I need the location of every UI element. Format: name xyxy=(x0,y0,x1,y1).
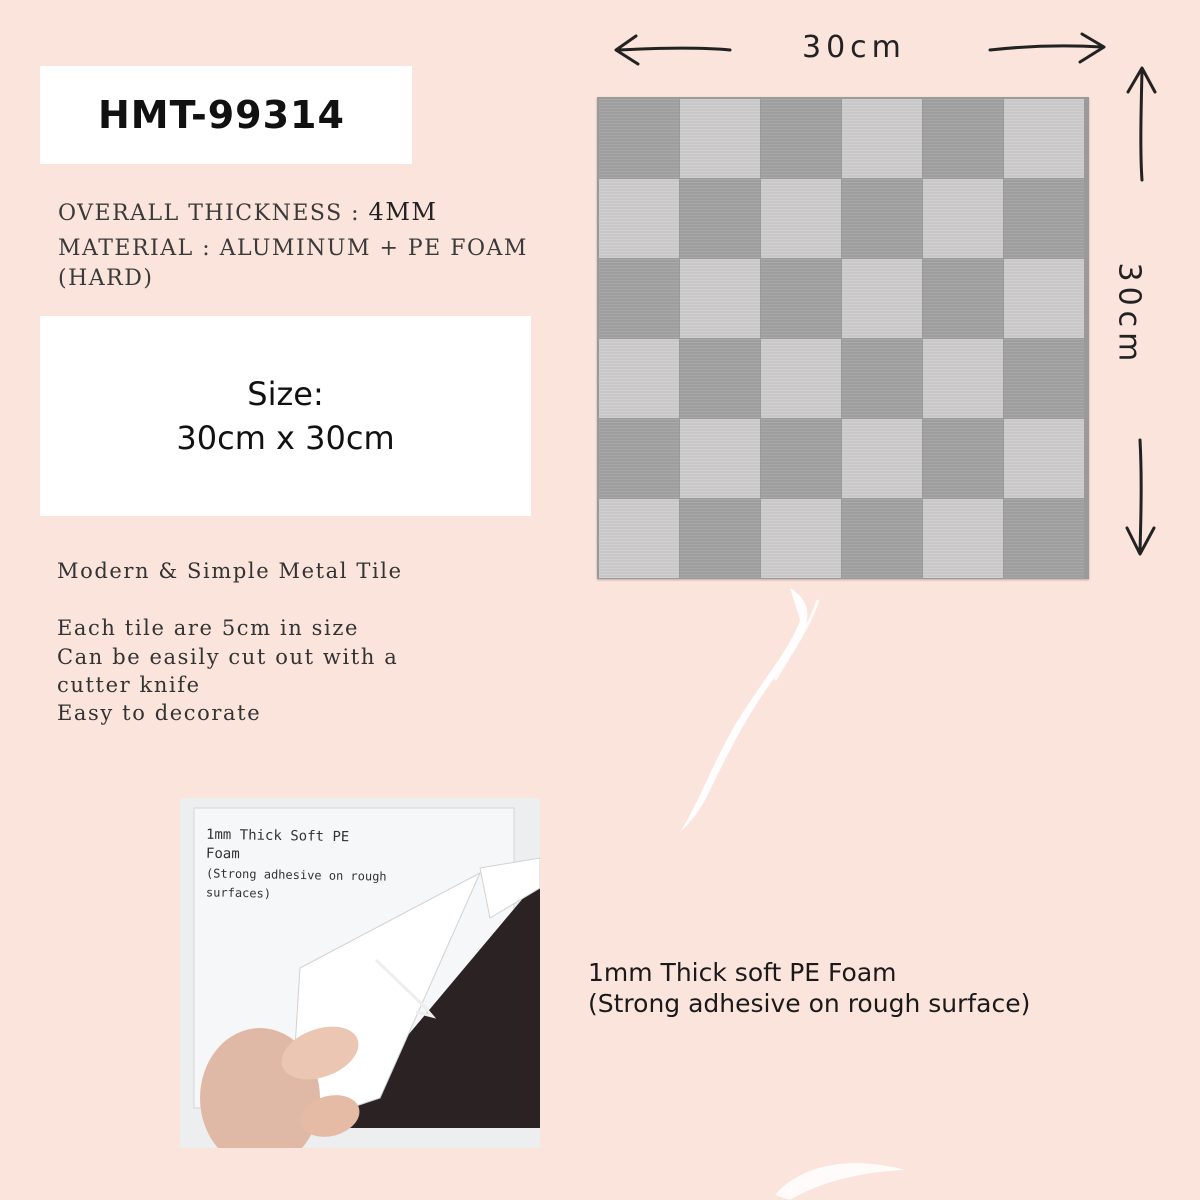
metal-tile xyxy=(680,99,760,178)
foam-caption-line2: (Strong adhesive on rough surface) xyxy=(588,989,1031,1018)
metal-tile xyxy=(923,499,1003,578)
material-spec-line2: (HARD) xyxy=(58,266,154,291)
metal-tile xyxy=(680,499,760,578)
metal-tile xyxy=(599,99,679,178)
brush-stroke-decoration xyxy=(640,580,900,840)
thickness-value: 4MM xyxy=(368,198,438,226)
metal-tile xyxy=(680,259,760,338)
thickness-label: OVERALL THICKNESS : xyxy=(58,201,369,226)
size-value: 30cm x 30cm xyxy=(176,419,395,457)
description-title: Modern & Simple Metal Tile xyxy=(57,559,403,583)
metal-tile xyxy=(1004,259,1084,338)
metal-tile xyxy=(842,179,922,258)
metal-tile xyxy=(680,419,760,498)
metal-tile xyxy=(842,419,922,498)
description-line: cutter knife xyxy=(57,673,201,697)
metal-tile-panel xyxy=(597,97,1089,579)
size-heading: Size: xyxy=(247,375,324,413)
metal-tile xyxy=(1004,499,1084,578)
metal-tile xyxy=(1004,179,1084,258)
metal-tile xyxy=(1004,99,1084,178)
height-label: 30cm xyxy=(1111,262,1147,367)
material-spec-line1: MATERIAL : ALUMINUM + PE FOAM xyxy=(58,236,528,261)
metal-tile xyxy=(842,259,922,338)
foam-note-line: surfaces) xyxy=(205,885,272,901)
description-line: Easy to decorate xyxy=(57,701,262,725)
thickness-spec xyxy=(58,198,437,226)
metal-tile xyxy=(761,179,841,258)
metal-tile xyxy=(761,499,841,578)
width-label: 30cm xyxy=(802,30,906,65)
description-line: Each tile are 5cm in size xyxy=(57,616,360,640)
metal-tile xyxy=(923,179,1003,258)
metal-tile xyxy=(842,99,922,178)
arrow-up-icon xyxy=(1122,62,1162,186)
description-line: Can be easily cut out with a xyxy=(57,645,399,669)
arrow-right-icon xyxy=(986,28,1110,68)
model-number-card xyxy=(40,66,412,164)
arrow-down-icon xyxy=(1120,436,1160,560)
arrow-left-icon xyxy=(608,30,736,70)
foam-note-line: (Strong adhesive on rough xyxy=(205,866,387,884)
metal-tile xyxy=(680,339,760,418)
metal-tile xyxy=(923,99,1003,178)
metal-tile xyxy=(599,419,679,498)
metal-tile xyxy=(599,179,679,258)
metal-tile xyxy=(842,339,922,418)
pe-foam-photo xyxy=(180,798,540,1148)
model-number: HMT-99314 xyxy=(98,93,345,137)
foam-caption-line1: 1mm Thick soft PE Foam xyxy=(588,958,897,987)
metal-tile xyxy=(761,339,841,418)
metal-tile xyxy=(923,419,1003,498)
metal-tile xyxy=(842,499,922,578)
metal-tile xyxy=(923,339,1003,418)
metal-tile xyxy=(761,419,841,498)
metal-tile xyxy=(680,179,760,258)
metal-tile xyxy=(599,339,679,418)
metal-tile xyxy=(1004,339,1084,418)
metal-tile xyxy=(761,259,841,338)
metal-tile xyxy=(1004,419,1084,498)
brush-stroke-bottom xyxy=(770,1150,910,1200)
metal-tile xyxy=(923,259,1003,338)
foam-note-line: 1mm Thick Soft PE xyxy=(205,826,350,846)
metal-tile xyxy=(761,99,841,178)
metal-tile xyxy=(599,499,679,578)
foam-note-line: Foam xyxy=(205,845,240,863)
metal-tile xyxy=(599,259,679,338)
size-card xyxy=(40,316,531,516)
